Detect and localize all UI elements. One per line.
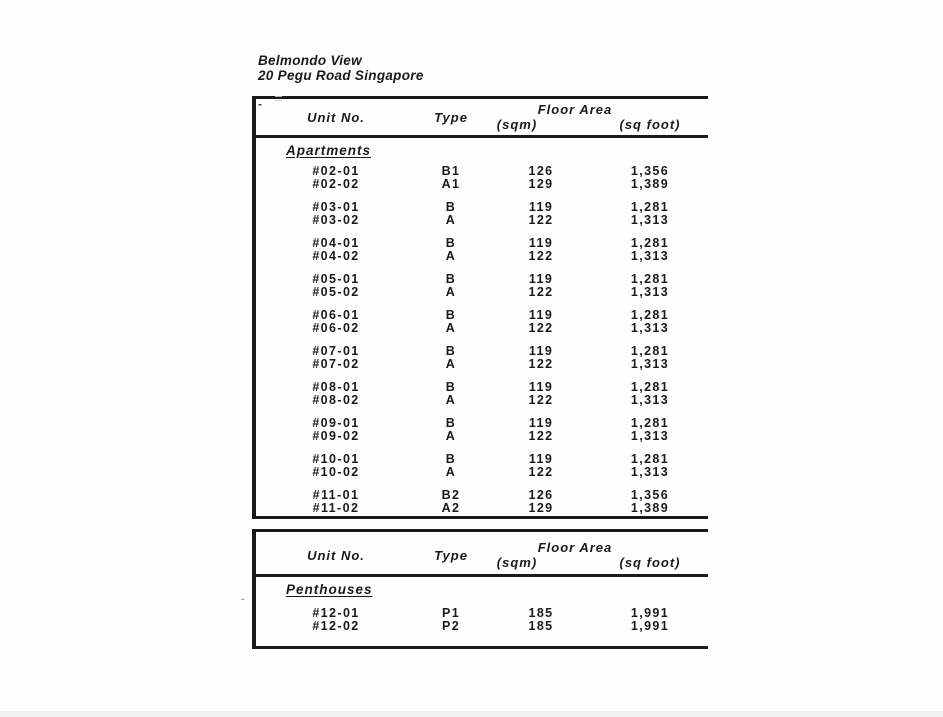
sq-foot-cell: 1,356 <box>630 164 670 178</box>
unit-row-group <box>256 237 708 263</box>
unit-no-cell: #08-02 <box>312 393 360 407</box>
sqm-cell: 185 <box>528 606 554 620</box>
unit-no-cell: #05-01 <box>312 272 360 286</box>
sqm-cell: 119 <box>528 344 554 358</box>
unit-no-cell: #02-01 <box>312 164 360 178</box>
unit-no-cell: #09-02 <box>312 429 360 443</box>
type-cell: A <box>445 213 457 227</box>
unit-row-group <box>256 201 708 227</box>
table-row <box>256 620 708 633</box>
sq-foot-cell: 1,313 <box>630 357 670 371</box>
type-cell: B <box>445 308 457 322</box>
type-cell: B <box>445 236 457 250</box>
unit-no-cell: #02-02 <box>312 177 360 191</box>
unit-no-header: Unit No. <box>307 109 365 125</box>
sqm-cell: 122 <box>528 321 554 335</box>
sqm-cell: 119 <box>528 308 554 322</box>
table-row <box>256 502 708 515</box>
sqm-cell: 122 <box>528 393 554 407</box>
sqm-cell: 119 <box>528 272 554 286</box>
unit-no-cell: #08-01 <box>312 380 360 394</box>
sqm-cell: 122 <box>528 465 554 479</box>
type-cell: A1 <box>441 177 461 191</box>
unit-no-cell: #07-01 <box>312 344 360 358</box>
sq-foot-cell: 1,313 <box>630 429 670 443</box>
sq-foot-cell: 1,313 <box>630 213 670 227</box>
unit-no-cell: #09-01 <box>312 416 360 430</box>
sqm-cell: 119 <box>528 200 554 214</box>
unit-no-cell: #03-02 <box>312 213 360 227</box>
penthouses-table <box>252 529 708 649</box>
unit-no-cell: #06-01 <box>312 308 360 322</box>
unit-row-group <box>256 607 708 633</box>
sqm-cell: 119 <box>528 380 554 394</box>
apartments-table <box>252 96 708 519</box>
unit-no-cell: #04-02 <box>312 249 360 263</box>
unit-row-group <box>256 309 708 335</box>
floor-area-header: Floor Area <box>537 540 613 555</box>
type-cell: A <box>445 249 457 263</box>
type-cell: A2 <box>441 501 461 515</box>
sq-foot-cell: 1,356 <box>630 488 670 502</box>
sq-foot-cell: 1,389 <box>630 177 670 191</box>
floor-area-header: Floor Area <box>537 102 613 117</box>
sq-foot-cell: 1,281 <box>630 344 670 358</box>
unit-no-cell: #05-02 <box>312 285 360 299</box>
type-cell: B <box>445 380 457 394</box>
apartments-rows <box>256 165 708 515</box>
sq-foot-cell: 1,281 <box>630 380 670 394</box>
sq-foot-header: (sq foot) <box>619 555 681 570</box>
scan-mark-dash: - <box>258 97 262 111</box>
unit-no-cell: #10-02 <box>312 465 360 479</box>
type-cell: A <box>445 321 457 335</box>
sqm-cell: 185 <box>528 619 554 633</box>
unit-no-cell: #07-02 <box>312 357 360 371</box>
table-row <box>256 286 708 299</box>
sq-foot-cell: 1,281 <box>630 308 670 322</box>
sqm-cell: 122 <box>528 357 554 371</box>
scan-mark-tick <box>275 96 282 101</box>
sqm-cell: 129 <box>528 177 554 191</box>
type-header: Type <box>434 109 468 125</box>
sq-foot-cell: 1,991 <box>630 606 670 620</box>
type-cell: B <box>445 344 457 358</box>
sq-foot-cell: 1,313 <box>630 465 670 479</box>
table-row <box>256 178 708 191</box>
sqm-cell: 122 <box>528 429 554 443</box>
sqm-cell: 119 <box>528 236 554 250</box>
document-title <box>258 53 424 83</box>
sq-foot-cell: 1,281 <box>630 416 670 430</box>
unit-no-cell: #04-01 <box>312 236 360 250</box>
type-cell: A <box>445 357 457 371</box>
sqm-cell: 129 <box>528 501 554 515</box>
table-row <box>256 322 708 335</box>
type-cell: B2 <box>441 488 461 502</box>
sqm-header: (sqm) <box>496 555 538 570</box>
sq-foot-cell: 1,281 <box>630 452 670 466</box>
unit-no-cell: #03-01 <box>312 200 360 214</box>
type-cell: A <box>445 285 457 299</box>
table-row <box>256 394 708 407</box>
unit-row-group <box>256 345 708 371</box>
sq-foot-cell: 1,313 <box>630 285 670 299</box>
table-row <box>256 466 708 479</box>
unit-no-cell: #06-02 <box>312 321 360 335</box>
sqm-cell: 119 <box>528 416 554 430</box>
sq-foot-cell: 1,281 <box>630 272 670 286</box>
sqm-cell: 122 <box>528 285 554 299</box>
type-cell: P2 <box>441 619 461 633</box>
unit-row-group <box>256 273 708 299</box>
sq-foot-cell: 1,313 <box>630 249 670 263</box>
apartments-section-label: Apartments <box>286 143 372 158</box>
sqm-header: (sqm) <box>496 117 538 132</box>
project-name: Belmondo View <box>258 53 362 68</box>
type-header: Type <box>434 547 468 563</box>
unit-row-group <box>256 453 708 479</box>
sq-foot-cell: 1,313 <box>630 393 670 407</box>
sq-foot-cell: 1,991 <box>630 619 670 633</box>
type-cell: B <box>445 452 457 466</box>
sqm-cell: 122 <box>528 249 554 263</box>
unit-row-group <box>256 489 708 515</box>
type-cell: B <box>445 200 457 214</box>
unit-no-cell: #10-01 <box>312 452 360 466</box>
sqm-cell: 122 <box>528 213 554 227</box>
unit-row-group <box>256 381 708 407</box>
sq-foot-cell: 1,281 <box>630 200 670 214</box>
unit-no-cell: #12-02 <box>312 619 360 633</box>
unit-no-header: Unit No. <box>307 547 365 563</box>
unit-row-group <box>256 417 708 443</box>
sqm-cell: 126 <box>528 164 554 178</box>
type-cell: B <box>445 272 457 286</box>
sq-foot-header: (sq foot) <box>619 117 681 132</box>
sqm-cell: 126 <box>528 488 554 502</box>
scanner-edge-shadow <box>0 711 943 717</box>
unit-no-cell: #11-02 <box>312 501 360 515</box>
type-cell: B <box>445 416 457 430</box>
sq-foot-cell: 1,313 <box>630 321 670 335</box>
table-row <box>256 358 708 371</box>
scan-mark-dash: - <box>241 593 245 605</box>
sqm-cell: 119 <box>528 452 554 466</box>
penthouses-table-header <box>256 532 708 577</box>
sq-foot-cell: 1,389 <box>630 501 670 515</box>
table-row <box>256 430 708 443</box>
unit-row-group <box>256 165 708 191</box>
type-cell: A <box>445 465 457 479</box>
table-row <box>256 214 708 227</box>
apartments-table-header <box>256 99 708 138</box>
type-cell: P1 <box>441 606 461 620</box>
type-cell: A <box>445 429 457 443</box>
unit-no-cell: #11-01 <box>312 488 360 502</box>
penthouses-section-label: Penthouses <box>286 582 373 597</box>
unit-no-cell: #12-01 <box>312 606 360 620</box>
penthouses-rows <box>256 607 708 633</box>
table-row <box>256 250 708 263</box>
sq-foot-cell: 1,281 <box>630 236 670 250</box>
type-cell: B1 <box>441 164 461 178</box>
type-cell: A <box>445 393 457 407</box>
project-address: 20 Pegu Road Singapore <box>258 68 424 83</box>
